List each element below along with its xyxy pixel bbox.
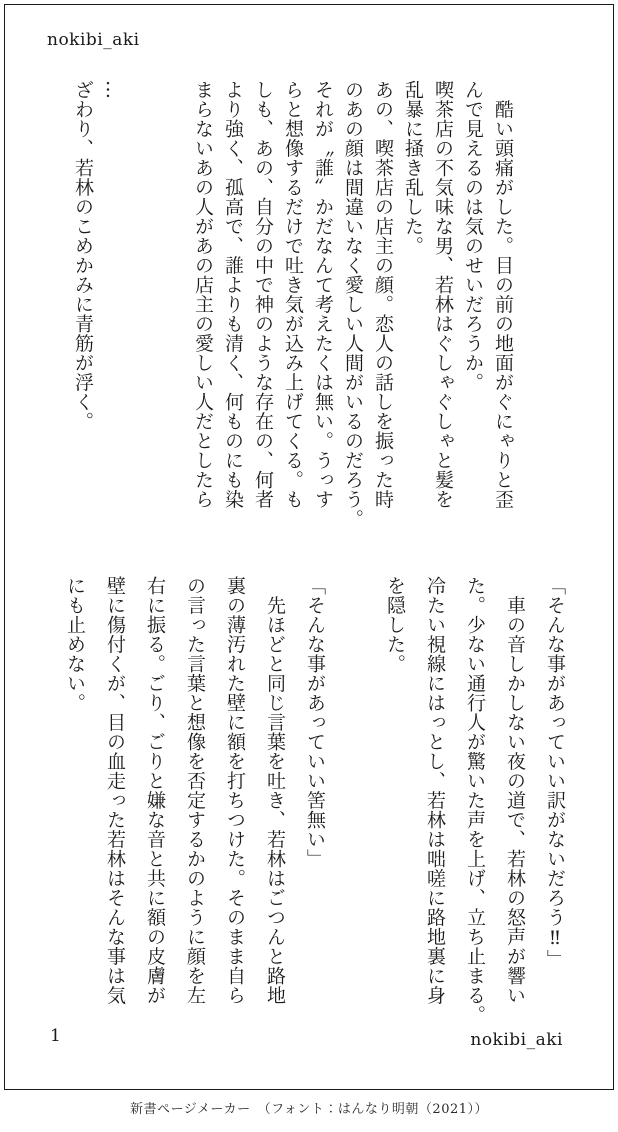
text-column: ざわり、若林のこめかみに青筋が浮く。 bbox=[72, 80, 94, 431]
text-column: … bbox=[102, 80, 124, 100]
footer-author: nokibi_aki bbox=[470, 1030, 563, 1050]
text-block-bottom bbox=[55, 576, 575, 1024]
text-column: 車の音しかしない夜の道で、若林の怒声が響い bbox=[504, 576, 526, 1005]
text-column: 乱暴に掻き乱した。 bbox=[402, 80, 424, 256]
text-column: あの、喫茶店の店主の顔。恋人の話しを振った時 bbox=[372, 80, 394, 509]
text-column: それが〝誰〟かだなんて考えたくは無い。うっす bbox=[312, 80, 334, 509]
text-column: 「そんな事があっていい訳がないだろう‼」 bbox=[544, 576, 566, 969]
text-column: 喫茶店の不気味な男、若林はぐしゃぐしゃと髪を bbox=[432, 80, 454, 509]
text-column: 酷い頭痛がした。目の前の地面がぐにゃりと歪 bbox=[492, 80, 514, 509]
page-number: 1 bbox=[50, 1026, 61, 1046]
text-column: しも、あの、自分の中で神のような存在の、何者 bbox=[252, 80, 274, 509]
text-column: まらないあの人があの店主の愛しい人だとしたら bbox=[192, 80, 214, 509]
text-column: のあの顔は間違いなく愛しい人間がいるのだろう。 bbox=[342, 80, 364, 529]
text-column: んで見えるのは気のせいだろうか。 bbox=[462, 80, 484, 392]
text-column: らと想像するだけで吐き気が込み上げてくる。も bbox=[282, 80, 304, 509]
text-column: た。少ない通行人が驚いた声を上げ、立ち止まる。 bbox=[464, 576, 486, 1025]
text-column: の言った言葉と想像を否定するかのように顔を左 bbox=[184, 576, 206, 1005]
text-column: 冷たい視線にはっとし、若林は咄嗟に路地裏に身 bbox=[424, 576, 446, 1005]
text-column: にも止めない。 bbox=[64, 576, 86, 713]
text-column: 「そんな事があっていい筈無い」 bbox=[304, 576, 326, 869]
text-column-blank bbox=[335, 576, 375, 1024]
text-block-top bbox=[68, 80, 518, 532]
text-column: 裏の薄汚れた壁に額を打ちつけた。そのまま自ら bbox=[224, 576, 246, 1005]
generator-caption: 新書ページメーカー （フォント：はんなり明朝（2021）） bbox=[129, 1102, 489, 1117]
text-column: 先ほどと同じ言葉を吐き、若林はごつんと路地 bbox=[264, 576, 286, 1005]
text-column: より強く、孤高で、誰よりも清く、何ものにも染 bbox=[222, 80, 244, 509]
text-column-blank bbox=[128, 80, 158, 532]
text-column: 右に振る。ごり、ごりと嫌な音と共に額の皮膚が bbox=[144, 576, 166, 1005]
header-author: nokibi_aki bbox=[47, 30, 140, 50]
text-column: 壁に傷付くが、目の血走った若林はそんな事は気 bbox=[104, 576, 126, 1005]
text-column: を隠した。 bbox=[384, 576, 406, 674]
text-column-blank bbox=[158, 80, 188, 532]
